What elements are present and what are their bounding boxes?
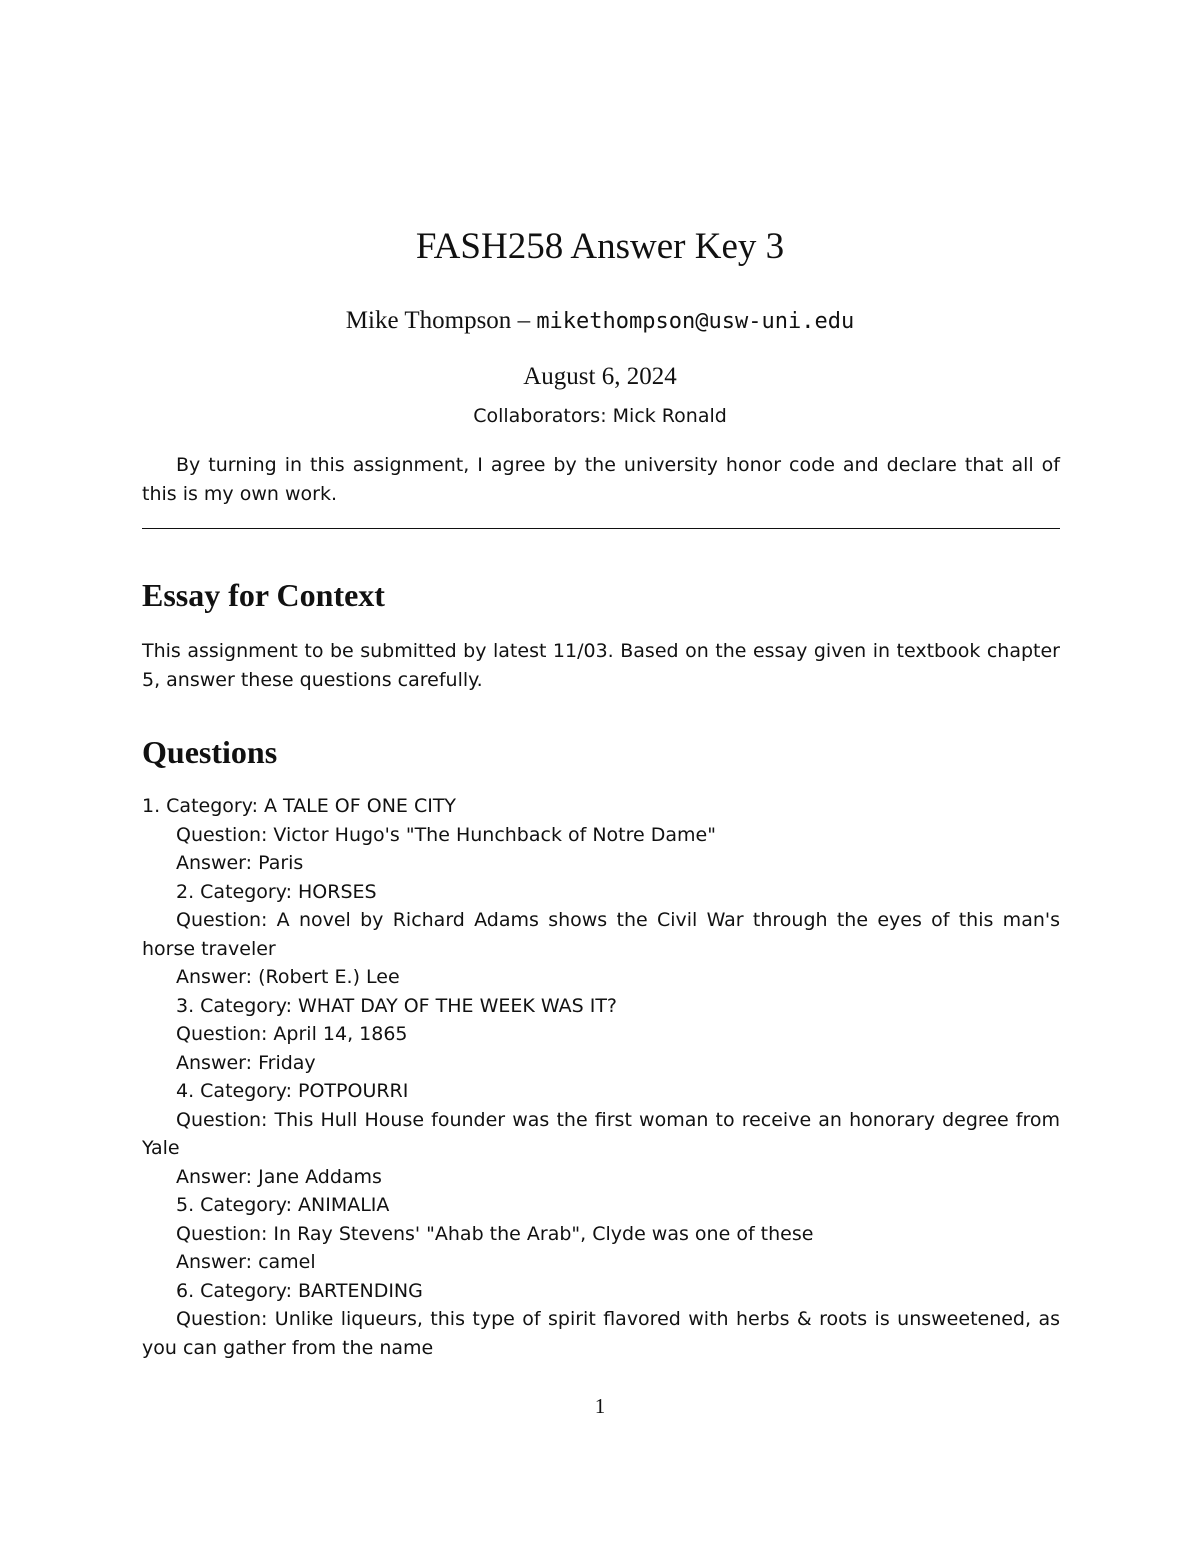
question-text: Question: Victor Hugo's "The Hunchback of Notre Dame": [176, 823, 716, 846]
question-answer: Answer: Paris: [176, 852, 304, 874]
question-category: 2. Category: HORSES: [176, 880, 377, 903]
question-category: 4. Category: POTPOURRI: [176, 1080, 409, 1102]
question-text: Question: This Hull House founder was the first woman to receive an honorary degree from Yale: [142, 1108, 1060, 1159]
collaborators-line: Collaborators: Mick Ronald: [473, 405, 727, 427]
question-category: 1. Category: A TALE OF ONE CITY: [142, 795, 457, 817]
horizontal-rule: [142, 528, 1060, 529]
question-category: 6. Category: BARTENDING: [176, 1279, 423, 1302]
author-line: [0, 304, 1200, 339]
document-date: August 6, 2024: [523, 363, 677, 390]
author-name: Mike Thompson: [345, 307, 512, 334]
author-separator: –: [511, 307, 537, 334]
essay-context-text: This assignment to be submitted by latest 11/03. Based on the essay given in textbook chapter 5, answer these questions carefully.: [142, 640, 1060, 691]
essay-section-heading: Essay for Context: [142, 577, 385, 613]
question-text: Question: A novel by Richard Adams shows the Civil War through the eyes of this man's horse traveler: [142, 909, 1060, 960]
page-number: 1: [594, 1394, 606, 1418]
question-answer: Answer: Jane Addams: [176, 1165, 382, 1188]
question-answer: Answer: camel: [176, 1251, 316, 1273]
questions-section-heading: Questions: [142, 734, 278, 770]
question-category: 5. Category: ANIMALIA: [176, 1194, 390, 1216]
question-answer: Answer: (Robert E.) Lee: [176, 966, 400, 988]
question-text: Question: Unlike liqueurs, this type of spirit flavored with herbs & roots is unsweetened, as you can gather from the name: [142, 1308, 1060, 1359]
document-title: FASH258 Answer Key 3: [415, 226, 785, 267]
questions-list: [142, 792, 1060, 1362]
author-email: mikethompson@usw-uni.edu: [536, 309, 855, 334]
question-text: Question: April 14, 1865: [176, 1023, 408, 1045]
question-text: Question: In Ray Stevens' "Ahab the Arab", Clyde was one of these: [176, 1222, 814, 1245]
question-answer: Answer: Friday: [176, 1051, 316, 1074]
question-category: 3. Category: WHAT DAY OF THE WEEK WAS IT?: [176, 994, 618, 1017]
honor-statement: By turning in this assignment, I agree by the university honor code and declare that all of this is my own work.: [142, 454, 1060, 505]
